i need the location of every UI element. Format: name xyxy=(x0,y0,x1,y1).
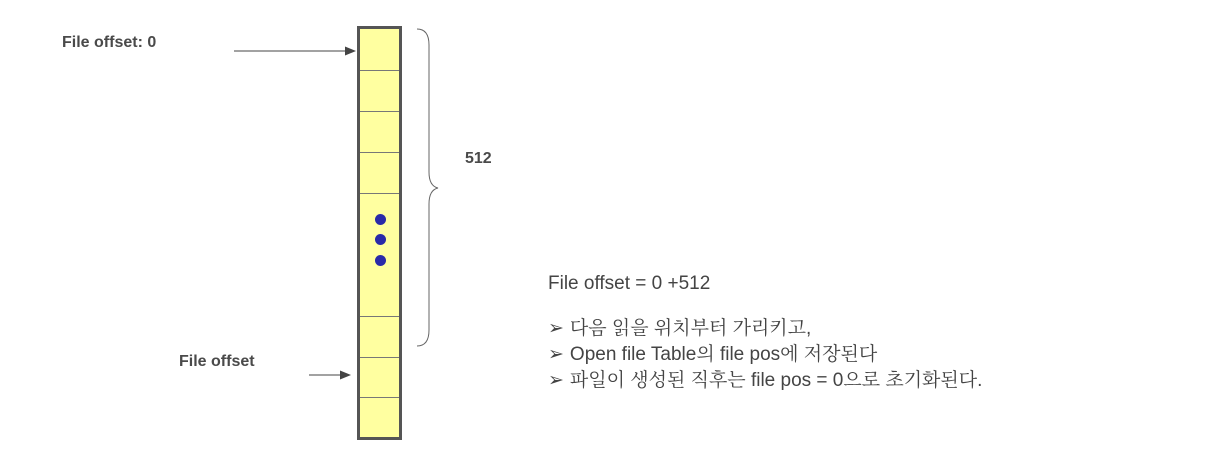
file-offset-start-label: File offset: 0 xyxy=(62,34,157,51)
start-offset-arrow xyxy=(234,47,356,56)
file-offset-current-label: File offset xyxy=(179,353,255,370)
bullet-arrow-icon: ➢ xyxy=(548,344,564,365)
current-offset-arrow xyxy=(309,371,351,380)
description-item xyxy=(548,342,982,368)
right-brace xyxy=(417,29,438,346)
description-item-text: 다음 읽을 위치부터 가리키고, xyxy=(569,318,812,339)
brace-size-label: 512 xyxy=(465,150,492,167)
description-item xyxy=(548,368,982,394)
description-item-text: Open file Table의 file pos에 저장된다 xyxy=(569,344,878,365)
offset-equation: File offset = 0 +512 xyxy=(548,273,711,294)
description-item-text: 파일이 생성된 직후는 file pos = 0으로 초기화된다. xyxy=(569,370,983,391)
description-item xyxy=(548,316,982,342)
bullet-arrow-icon: ➢ xyxy=(548,318,564,339)
offset-description xyxy=(548,270,982,394)
bullet-arrow-icon: ➢ xyxy=(548,370,564,391)
